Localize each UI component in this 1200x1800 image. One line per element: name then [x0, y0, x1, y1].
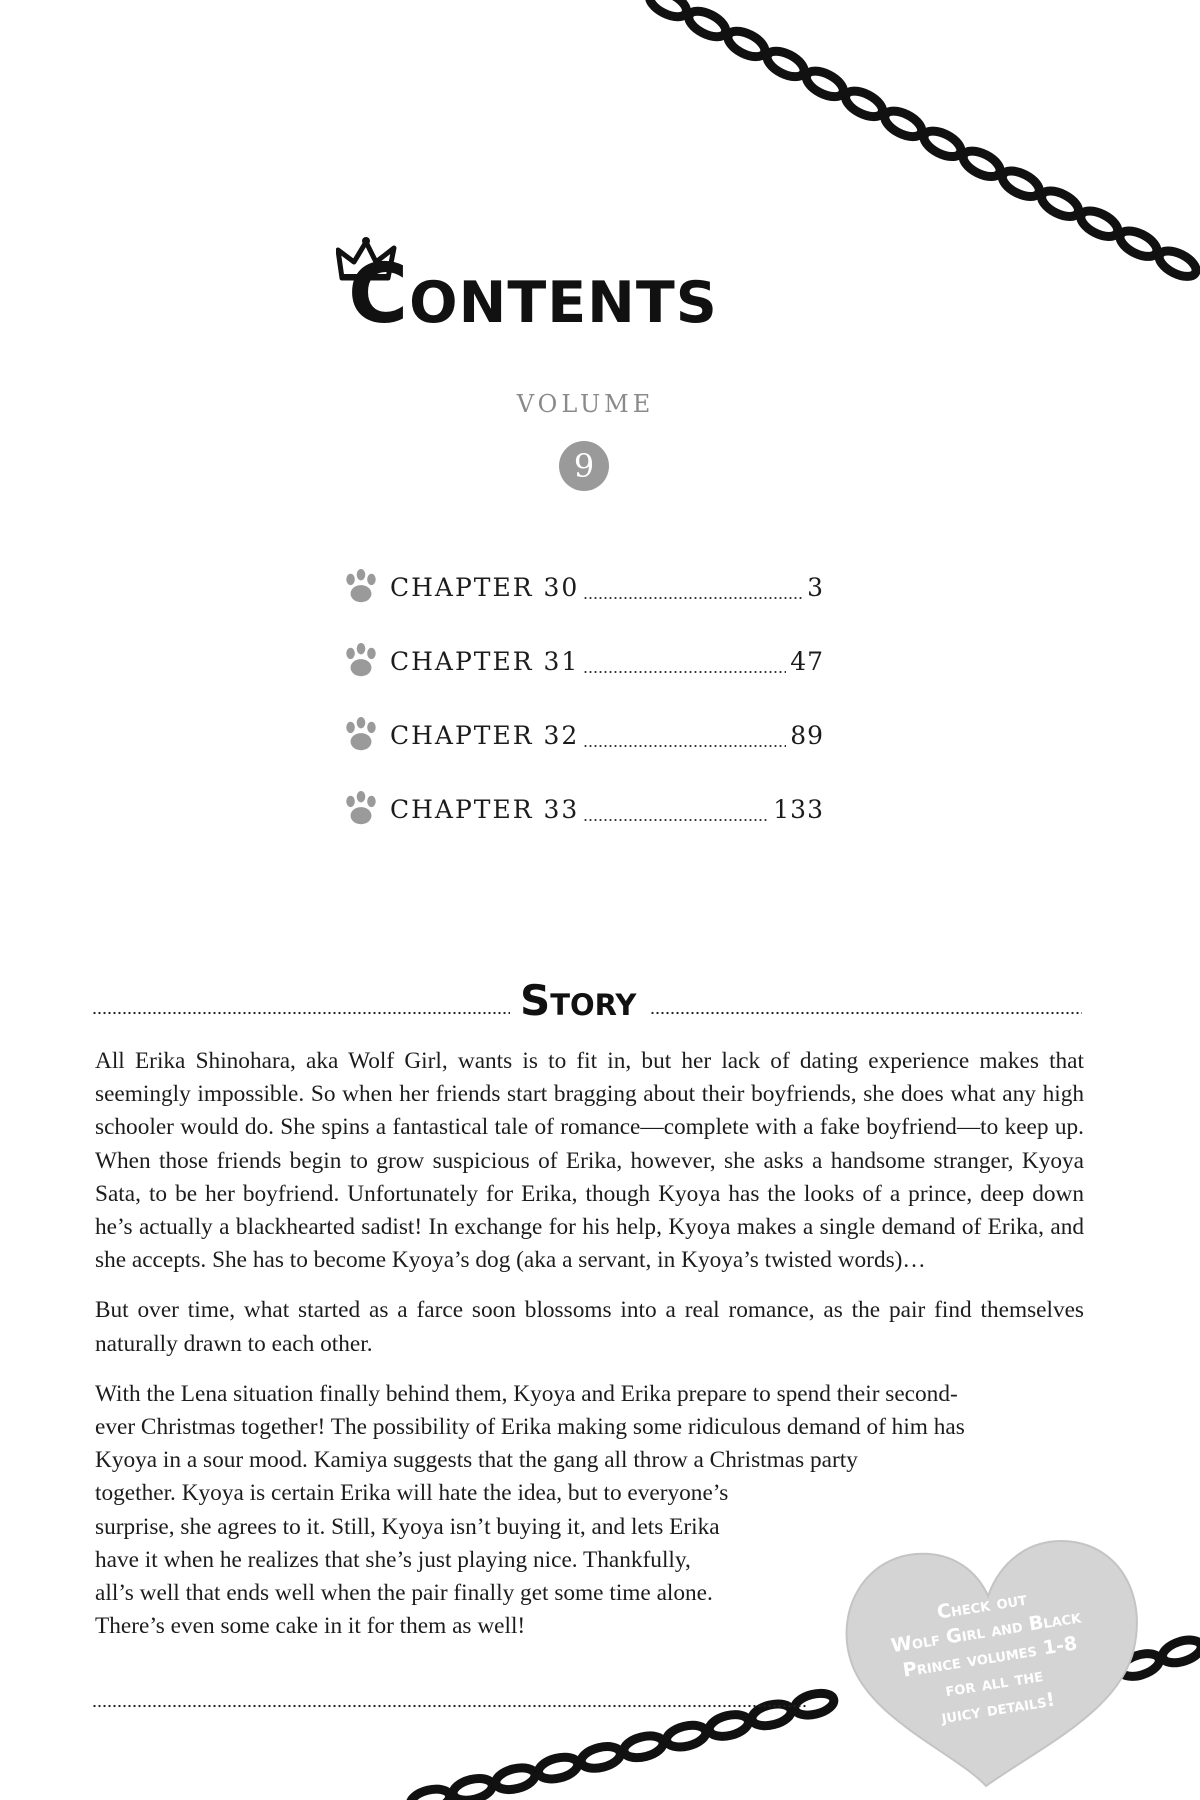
story-line: together. Kyoya is certain Erika will hate the idea, but to everyone’s	[95, 1480, 729, 1507]
story-line: ever Christmas together! The possibility of Erika making some ridiculous demand of him has	[95, 1414, 965, 1441]
heart-callout-text: Check out Wolf Girl and Black Prince volumes 1-8 for all the juicy details!	[889, 1587, 1083, 1729]
chapter-title: CHAPTER 31	[390, 646, 580, 676]
dot-leader	[583, 590, 803, 600]
page-title: Contents	[348, 247, 718, 342]
paw-print-icon	[342, 790, 380, 828]
contents-header	[330, 232, 830, 392]
story-rule-left	[92, 1010, 510, 1016]
volume-label: VOLUME	[516, 390, 655, 418]
story-paragraph: But over time, what started as a farce soon blossoms into a real romance, as the pair find themselves naturally drawn to each other.	[95, 1297, 1084, 1357]
story-line: surprise, she agrees to it. Still, Kyoya isn’t buying it, and lets Erika	[95, 1513, 720, 1540]
chapter-title: CHAPTER 33	[390, 794, 580, 824]
story-line: have it when he realizes that she’s just playing nice. Thankfully,	[95, 1546, 691, 1573]
chapter-page-number: 89	[790, 720, 824, 750]
chapter-title: CHAPTER 30	[390, 572, 580, 602]
chapter-row[interactable]	[342, 698, 824, 772]
dot-leader	[583, 664, 786, 674]
paw-print-icon	[342, 568, 380, 606]
chapter-page-number: 133	[773, 794, 824, 824]
story-rule-bottom	[92, 1703, 808, 1709]
dot-leader	[583, 738, 786, 748]
story-line: With the Lena situation finally behind them, Kyoya and Erika prepare to spend their second-	[95, 1380, 958, 1407]
story-rule-right	[650, 1010, 1082, 1016]
story-line: There’s even some cake in it for them as well!	[95, 1613, 526, 1640]
story-line: Kyoya in a sour mood. Kamiya suggests that the gang all throw a Christmas party	[95, 1447, 858, 1474]
story-line: all’s well that ends well when the pair finally get some time alone.	[95, 1580, 713, 1607]
chapter-row[interactable]	[342, 772, 824, 846]
story-paragraph: All Erika Shinohara, aka Wolf Girl, wants is to fit in, but her lack of dating experience makes that seemingly impossible. So when her friends start bragging about their boyfriends, she does what any high schooler would do. She spins a fantastical tale of romance—complete with a fake boyfriend—to keep up. When those friends begin to grow suspicious of Erika, however, she asks a handsome stranger, Kyoya Sata, to be her boyfriend. Unfortunately for Erika, though Kyoya has the looks of a prince, deep down he’s actually a blackhearted sadist! In exchange for his help, Kyoya makes a single demand of Erika, and she accepts. She has to become Kyoya’s dog (aka a servant, in Kyoya’s twisted words)…	[95, 1048, 1084, 1274]
paw-print-icon	[342, 642, 380, 680]
volume-number-badge: 9	[559, 441, 609, 491]
chapter-row[interactable]	[342, 550, 824, 624]
chapter-title: CHAPTER 32	[390, 720, 580, 750]
chapter-page-number: 47	[790, 646, 824, 676]
dot-leader	[583, 812, 769, 822]
chapter-list	[342, 550, 824, 846]
story-heading: Story	[520, 976, 637, 1025]
chapter-row[interactable]	[342, 624, 824, 698]
paw-print-icon	[342, 716, 380, 754]
chapter-page-number: 3	[807, 572, 824, 602]
